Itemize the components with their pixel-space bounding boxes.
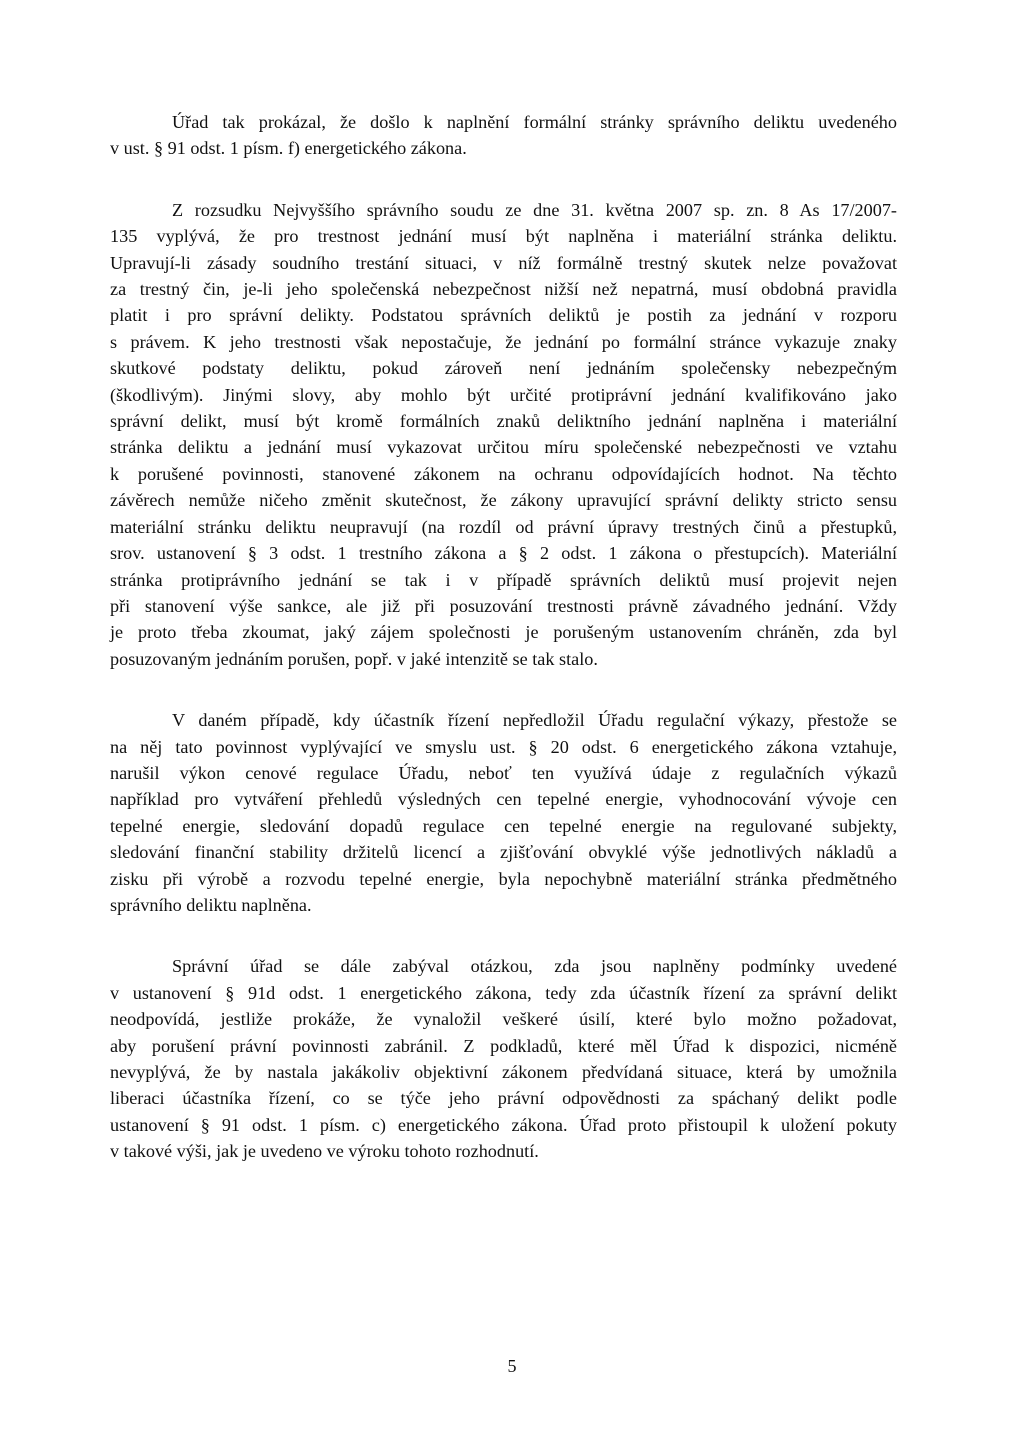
text-line: V daném případě, kdy účastník řízení nepředložil Úřadu regulační výkazy, přestože se <box>172 710 897 731</box>
paragraph <box>110 197 897 672</box>
text-line: zisku při výrobě a rozvodu tepelné energie, byla nepochybně materiální stránka předmětného <box>110 868 897 889</box>
text-line: srov. ustanovení § 3 odst. 1 trestního zákona a § 2 odst. 1 zákona o přestupcích). Materiální <box>110 543 897 564</box>
text-line: stránka protiprávního jednání se tak i v případě správních deliktů musí projevit nejen <box>110 569 897 590</box>
text-line: Úřad tak prokázal, že došlo k naplnění formální stránky správního deliktu uvedeného <box>172 112 897 132</box>
text-line: v takové výši, jak je uvedeno ve výroku tohoto rozhodnutí. <box>110 1141 539 1162</box>
document-body <box>110 109 897 1200</box>
page-number: 5 <box>507 1356 517 1376</box>
text-line: ustanovení § 91 odst. 1 písm. c) energetického zákona. Úřad proto přistoupil k uložení pokuty <box>110 1114 897 1135</box>
text-line: správní delikt, musí být kromě formálních znaků deliktního jednání naplněna i materiální <box>110 411 897 432</box>
text-line: narušil výkon cenové regulace Úřadu, neboť ten využívá údaje z regulačních výkazů <box>110 762 897 783</box>
text-line: Upravují-li zásady soudního trestání situaci, v níž formálně trestný skutek nelze považovat <box>110 252 897 273</box>
paragraph <box>110 707 897 918</box>
text-line: v ustanovení § 91d odst. 1 energetického zákona, tedy zda účastník řízení za správní delikt <box>110 982 897 1003</box>
text-line: například pro vytváření přehledů výsledných cen tepelné energie, vyhodnocování vývoje cen <box>110 789 897 810</box>
text-line: 135 vyplývá, že pro trestnost jednání musí být naplněna i materiální stránka deliktu. <box>110 226 897 247</box>
text-line: správního deliktu naplněna. <box>110 894 312 915</box>
text-line: skutkové podstaty deliktu, pokud zároveň není jednáním společensky nebezpečným <box>110 358 897 379</box>
text-line: materiální stránku deliktu neupravují (na rozdíl od právní úpravy trestných činů a přestupků, <box>110 516 897 537</box>
text-line: posuzovaným jednáním porušen, popř. v jaké intenzitě se tak stalo. <box>110 648 598 669</box>
text-line: (škodlivým). Jinými slovy, aby mohlo být určité protiprávní jednání kvalifikováno jako <box>110 384 897 405</box>
paragraph <box>110 953 897 1164</box>
text-line: závěrech nemůže ničeho změnit skutečnost, že zákony upravující správní delikty stricto sensu <box>110 490 897 511</box>
text-line: stránka deliktu a jednání musí vykazovat určitou míru společenské nebezpečnosti ve vztahu <box>110 437 897 458</box>
text-line: při stanovení výše sankce, ale již při posuzování trestnosti právně závadného jednání. Vždy <box>110 595 897 616</box>
text-line: je proto třeba zkoumat, jaký zájem společnosti je porušeným ustanovením chráněn, zda byl <box>110 622 897 643</box>
text-line: tepelné energie, sledování dopadů regulace cen tepelné energie na regulované subjekty, <box>110 815 897 836</box>
text-line: nevyplývá, že by nastala jakákoliv objektivní zákonem předvídaná situace, která by umožnila <box>110 1062 897 1082</box>
text-line: Správní úřad se dále zabýval otázkou, zda jsou naplněny podmínky uvedené <box>172 956 897 977</box>
text-line: liberaci účastníka řízení, co se týče jeho právní odpovědnosti za spáchaný delikt podle <box>110 1088 897 1109</box>
text-line: v ust. § 91 odst. 1 písm. f) energetického zákona. <box>110 138 467 159</box>
text-line: neodpovídá, jestliže prokáže, že vynaložil veškeré úsilí, které bylo možno požadovat, <box>110 1009 897 1030</box>
text-line: s právem. K jeho trestnosti však nepostačuje, že jednání po formální stránce vykazuje znaky <box>110 331 897 352</box>
text-line: na něj tato povinnost vyplývající ve smyslu ust. § 20 odst. 6 energetického zákona vztahuje, <box>110 736 897 757</box>
text-line: aby porušení právní povinnosti zabránil. Z podkladů, které měl Úřad k dispozici, nicméně <box>110 1035 897 1056</box>
text-line: sledování finanční stability držitelů licencí a zjišťování obvyklé výše jednotlivých nákladů a <box>110 842 897 863</box>
text-line: platit i pro správní delikty. Podstatou správních deliktů je postih za jednání v rozporu <box>110 305 897 326</box>
text-line: Z rozsudku Nejvyššího správního soudu ze dne 31. května 2007 sp. zn. 8 As 17/2007- <box>172 199 897 220</box>
text-line: za trestný čin, je-li jeho společenská nebezpečnost nižší než nepatrná, musí obdobná pravidla <box>110 279 897 300</box>
text-line: k porušené povinnosti, stanovené zákonem na ochranu odpovídajících hodnot. Na těchto <box>110 463 897 484</box>
paragraph <box>110 109 897 162</box>
